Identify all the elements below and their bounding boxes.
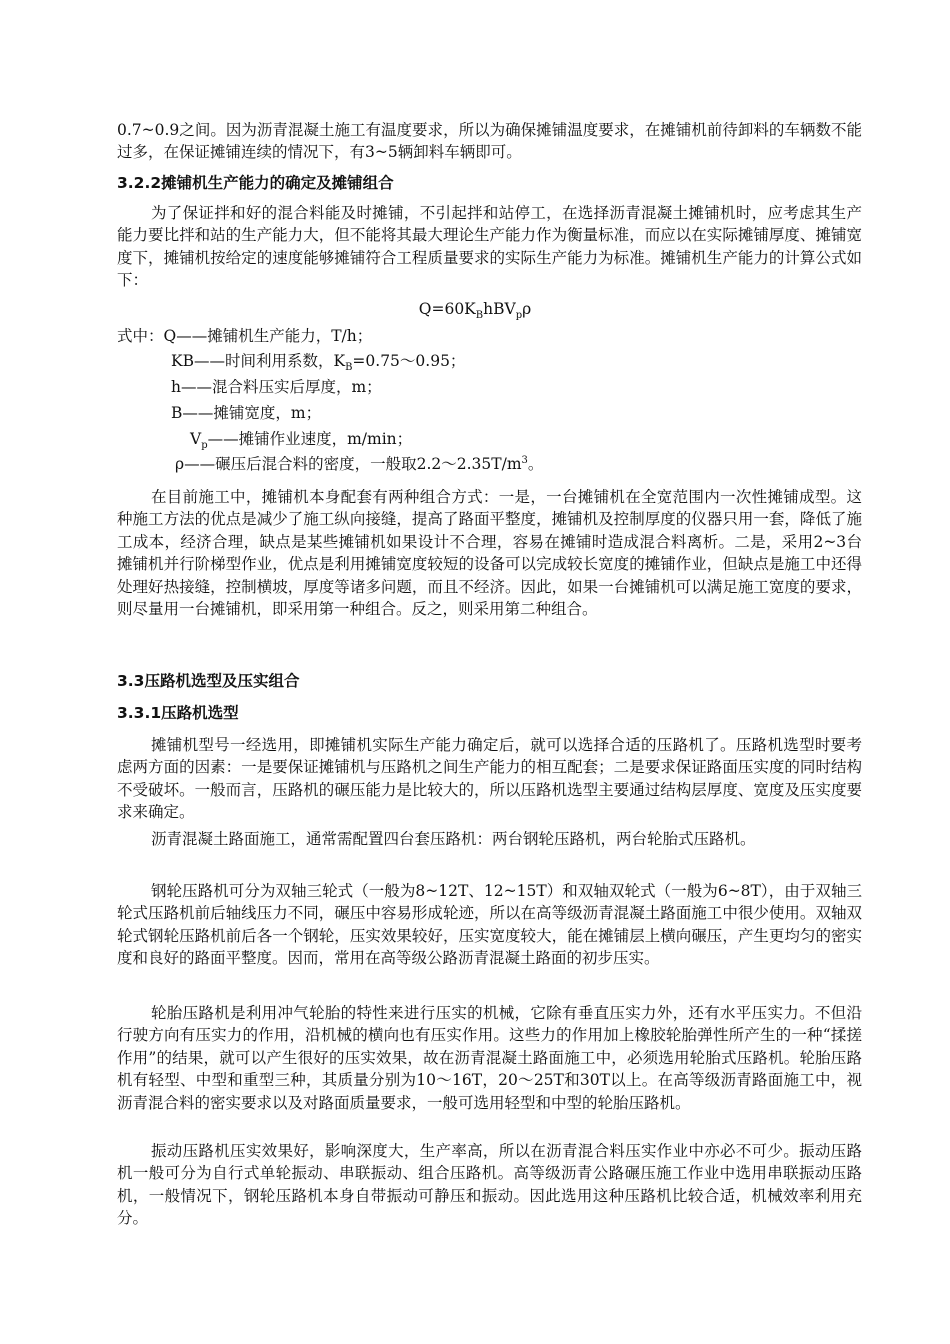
definition-b: B——摊铺宽度，m； [171,404,322,422]
paragraph-tire-roller: 轮胎压路机是利用冲气轮胎的特性来进行压实的机械，它除有垂直压实力外，还有水平压实力。不但沿行驶方向有压实力的作用，沿机械的横向也有压实作用。这些力的作用加上橡胶轮胎弹性所产生的一种“揉搓作用”的结果，就可以产生很好的压实效果，故在沥青混凝土路面施工中，必须选用轮胎式压路机。轮胎压路机有轻型、中型和重型三种，其质量分别为10～16T，20～25T和30T以上。在高等级沥青路面施工中，视沥青混合料的密实要求以及对路面质量要求，一般可选用轻型和中型的轮胎压路机。 [117,1004,862,1112]
paragraph-vibratory-roller: 振动压路机压实效果好，影响深度大，生产率高，所以在沥青混合料压实作业中亦必不可少。振动压路机一般可分为自行式单轮振动、串联振动、组合压路机。高等级沥青公路碾压施工作业中选用串联振动压路机，一般情况下，钢轮压路机本身自带振动可静压和振动。因此选用这种压路机比较合适，机械效率利用充分。 [117,1142,862,1228]
definition-kb: KB——时间利用系数，$K_B=0.75\sim 0.95$； [171,352,466,374]
paragraph-roller-config: 沥青混凝土路面施工，通常需配置四台套压路机：两台钢轮压路机，两台轮胎式压路机。 [151,830,756,848]
paragraph-paver-combination: 在目前施工中，摊铺机本身配套有两种组合方式：一是，一台摊铺机在全宽范围内一次性摊铺成型。这种施工方法的优点是减少了施工纵向接缝，提高了路面平整度，摊铺机及控制厚度的仪器只用一套，降低了施工成本，经济合理，缺点是某些摊铺机如果设计不合理，容易在摊铺时造成混合料离析。二是，采用2~3台摊铺机并行阶梯型作业，优点是利用摊铺宽度较短的设备可以完成较长宽度的摊铺作业，但缺点是施工中还得处理好热接缝，控制横坡，厚度等诸多问题，而且不经济。因此，如果一台摊铺机可以满足施工宽度的要求，则尽量用一台摊铺机，即采用第一种组合。反之，则采用第二种组合。 [117,488,862,619]
definition-q: 式中：Q——摊铺机生产能力，T/h； [117,327,373,345]
definition-rho: ρ——碾压后混合料的密度，一般取$2.2\sim 2.35T/m^3$。 [175,454,544,473]
heading-3-3: 3.3压路机选型及压实组合 [117,672,300,690]
paragraph-paver-capacity: 为了保证拌和好的混合料能及时摊铺，不引起拌和站停工，在选择沥青混凝土摊铺机时，应考虑其生产能力要比拌和站的生产能力大，但不能将其最大理论生产能力作为衡量标准，而应以在实际摊铺厚度、摊铺宽度下，摊铺机按给定的速度能够摊铺符合工程质量要求的实际生产能力为标准。摊铺机生产能力的计算公式如下： [117,204,862,290]
heading-3-3-1: 3.3.1压路机选型 [117,704,239,722]
heading-3-2-2: 3.2.2摊铺机生产能力的确定及摊铺组合 [117,174,394,192]
definition-vp: $V_p——$摊铺作业速度，m/min； [190,430,413,452]
formula: $Q=60K_BhBV_p\rho$ [418,300,532,322]
paragraph-roller-selection: 摊铺机型号一经选用，即摊铺机实际生产能力确定后，就可以选择合适的压路机了。压路机选型时要考虑两方面的因素：一是要保证摊铺机与压路机之间生产能力的相互配套；二是要求保证路面压实度的同时结构不受破坏。一般而言，压路机的碾压能力是比较大的，所以压路机选型主要通过结构层厚度、宽度及压实度要求来确定。 [117,736,862,822]
definition-h: h——混合料压实后厚度，m； [171,378,382,396]
paragraph-intro: 0.7~0.9之间。因为沥青混凝土施工有温度要求，所以为确保摊铺温度要求，在摊铺机前待卸料的车辆数不能过多，在保证摊铺连续的情况下，有3~5辆卸料车辆即可。 [117,121,862,162]
paragraph-steel-roller: 钢轮压路机可分为双轴三轮式（一般为8~12T、12~15T）和双轴双轮式（一般为6~8T），由于双轴三轮式压路机前后轴线压力不同，碾压中容易形成轮迹，所以在高等级沥青混凝土路面施工中很少使用。双轴双轮式钢轮压路机前后各一个钢轮，压实效果较好，压实宽度较大，能在摊铺层上横向碾压，产生更均匀的密实度和良好的路面平整度。因而，常用在高等级公路沥青混凝土路面的初步压实。 [117,882,862,968]
